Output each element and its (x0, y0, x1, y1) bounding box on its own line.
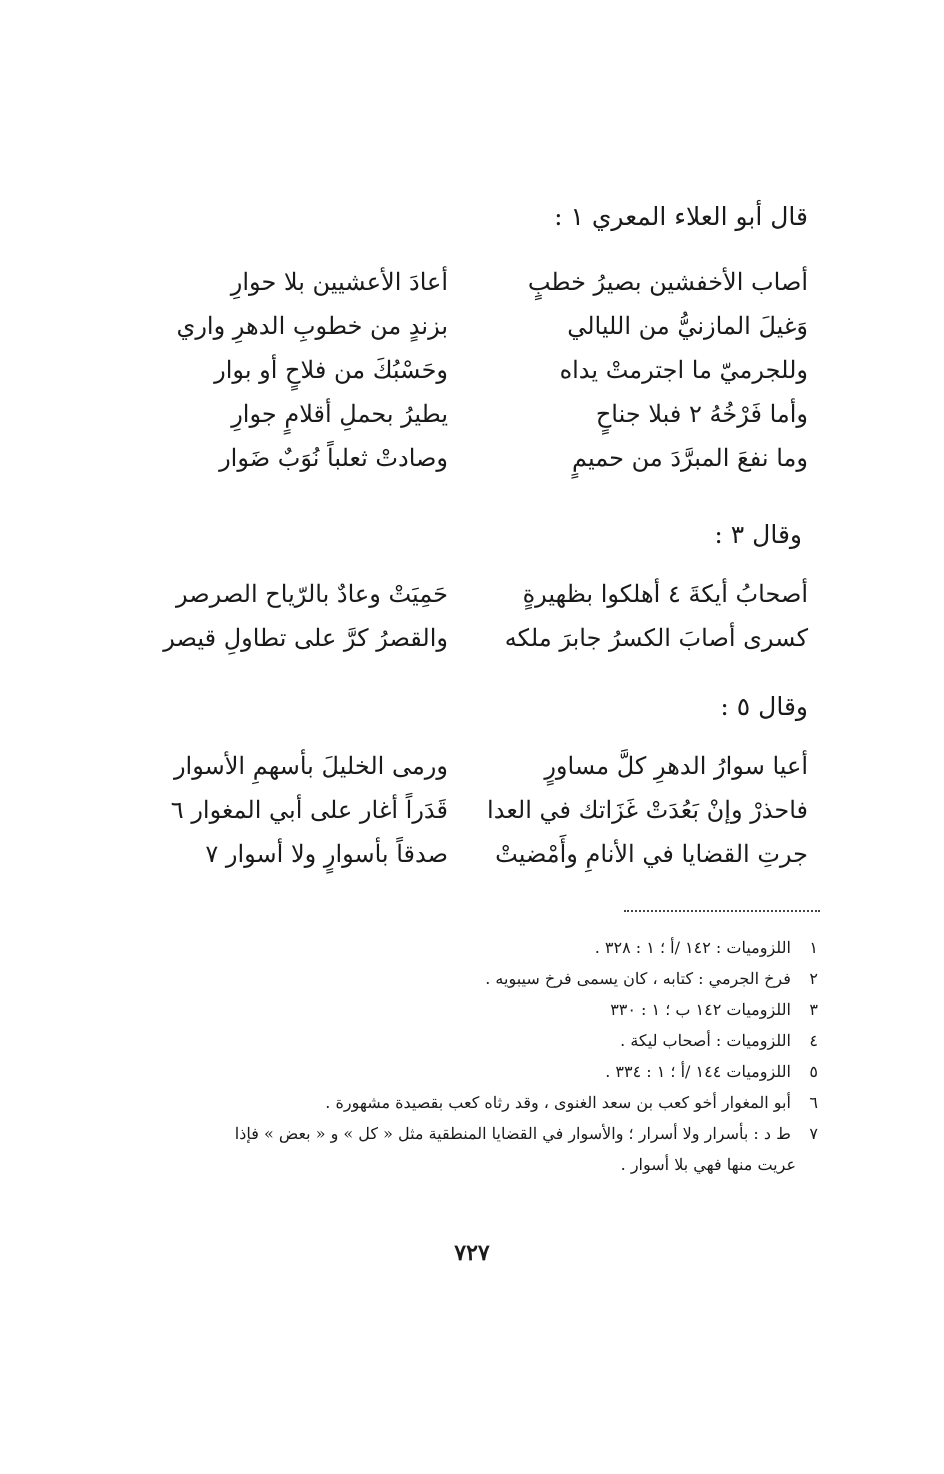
verse-line (148, 306, 808, 350)
section-1-poem (148, 262, 808, 482)
verse-ajuz: أعادَ الأعشيين بلا حوارِ (230, 268, 448, 296)
footnote-number: ٧ (809, 1124, 818, 1143)
verse-ajuz: بزندٍ من خطوبِ الدهرِ واري (176, 312, 448, 340)
footnote-text: اللزوميات : أصحاب ليكة . (620, 1031, 791, 1050)
footnote-text: أبو المغوار أخو كعب بن سعد الغنوى ، وقد رثاه كعب بقصيدة مشهورة . (325, 1093, 791, 1112)
footnote-number: ٢ (809, 969, 818, 988)
verse-ajuz: قَدَراً أغار على أبي المغوار ٦ (170, 796, 448, 824)
verse-sadr: وللجرميّ ما اجترمتْ يداه (559, 356, 808, 384)
verse-sadr: فاحذرْ وإنْ بَعُدَتْ غَزَاتك في العدا (487, 796, 808, 824)
footnotes (118, 932, 818, 1180)
verse-ajuz: صدقاً بأسوارٍ ولا أسوار ٧ (205, 840, 448, 868)
section-1-intro: قال أبو العلاء المعري ١ : (554, 202, 808, 231)
verse-line (148, 790, 808, 834)
verse-sadr: وما نفعَ المبرَّدَ من حميمٍ (572, 444, 808, 472)
footnote-number: ٣ (809, 1000, 818, 1019)
verse-sadr: أصاب الأخفشين بصيرُ خطبٍ (527, 268, 808, 296)
verse-sadr: أعيا سوارُ الدهرِ كلَّ مساورٍ (544, 752, 808, 780)
footnote (118, 994, 818, 1025)
verse-line (148, 574, 808, 618)
section-3-poem (148, 746, 808, 878)
footnote-number: ١ (809, 938, 818, 957)
verse-line (148, 618, 808, 662)
footnote-number: ٤ (809, 1031, 818, 1050)
verse-sadr: وَغيلَ المازنيُّ من الليالي (567, 312, 808, 340)
footnote-text: اللزوميات ١٤٤ /أ ؛ ١ : ٣٣٤ . (605, 1062, 791, 1081)
footnote-text: ط د : بأسرار ولا أسرار ؛ والأسوار في القضايا المنطقية مثل « كل » و « بعض » فإذا (234, 1124, 791, 1143)
verse-ajuz: حَمِيَتْ وعادٌ بالرّياح الصرصر (175, 580, 448, 608)
verse-line (148, 350, 808, 394)
verse-line (148, 394, 808, 438)
page-number: ٧٢٧ (454, 1240, 490, 1266)
footnote (118, 1087, 818, 1118)
verse-sadr: وأما فَرْخُهُ ٢ فبلا جناحٍ (595, 400, 808, 428)
verse-ajuz: وصادتْ ثعلباً نُوَبٌ ضَوار (219, 444, 448, 472)
footnote-separator (624, 910, 820, 912)
verse-ajuz: ورمى الخليلَ بأسهمِ الأسوار (173, 752, 448, 780)
verse-line (148, 834, 808, 878)
footnote-text: اللزوميات ١٤٢ ب ؛ ١ : ٣٣٠ (610, 1000, 791, 1019)
footnote-text: اللزوميات : ١٤٢ /أ ؛ ١ : ٣٢٨ . (594, 938, 791, 957)
footnote (118, 1118, 818, 1180)
footnote (118, 1056, 818, 1087)
verse-line (148, 438, 808, 482)
verse-sadr: جرتِ القضايا في الأنامِ وأَمْضيتْ (495, 840, 808, 868)
verse-sadr: أصحابُ أيكةَ ٤ أهلكوا بظهيرةٍ (522, 580, 808, 608)
footnote (118, 932, 818, 963)
footnote-text: فرخ الجرمي : كتابه ، كان يسمى فرخ سيبويه . (485, 969, 791, 988)
footnote-continuation: عريت منها فهي بلا أسوار . (620, 1155, 796, 1174)
footnote-number: ٦ (809, 1093, 818, 1112)
footnote-number: ٥ (809, 1062, 818, 1081)
section-3-intro: وقال ٥ : (720, 692, 808, 721)
verse-sadr: كسرى أصابَ الكسرُ جابرَ ملكه (504, 624, 808, 652)
section-2-poem (148, 574, 808, 662)
footnote (118, 963, 818, 994)
verse-line (148, 262, 808, 306)
footnote (118, 1025, 818, 1056)
verse-line (148, 746, 808, 790)
verse-ajuz: يطيرُ بحملِ أقلامٍ جوارِ (231, 400, 448, 428)
verse-ajuz: وحَسْبُكَ من فلاحٍ أو بوار (214, 356, 448, 384)
verse-ajuz: والقصرُ كرَّ على تطاولِ قيصر (163, 624, 448, 652)
section-2-intro: وقال ٣ : (714, 520, 802, 549)
